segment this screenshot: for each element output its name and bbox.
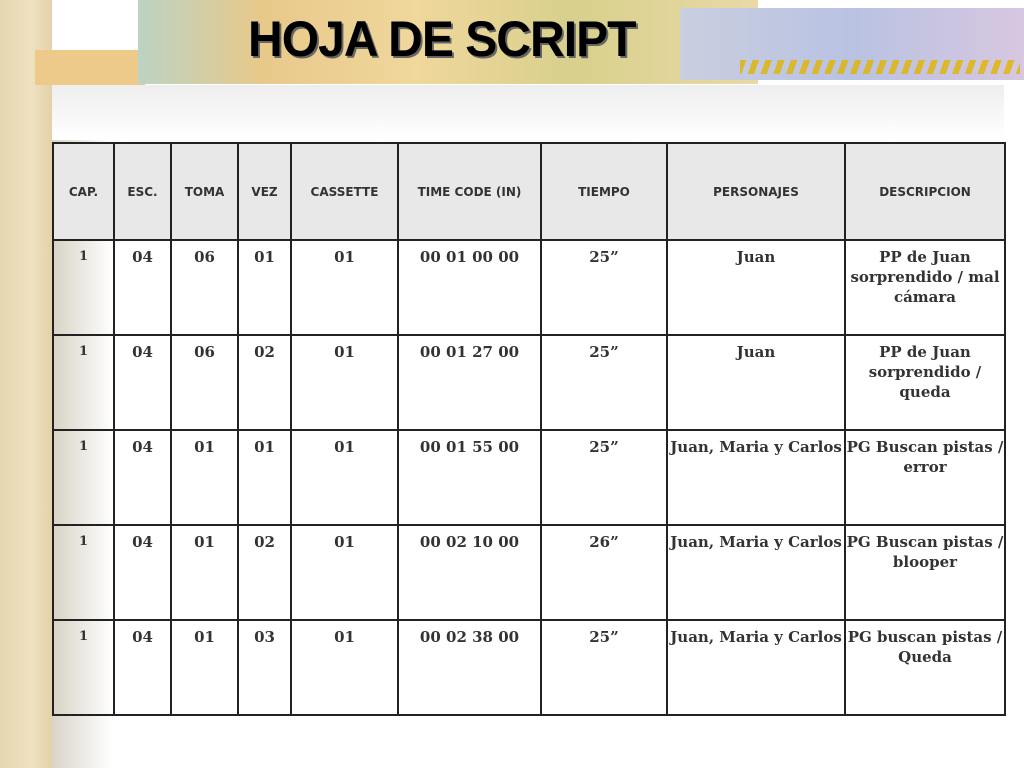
- table-cell: 01: [291, 335, 398, 430]
- table-cell: 01: [291, 525, 398, 620]
- table-cell: Juan, Maria y Carlos: [667, 525, 845, 620]
- column-header: VEZ: [238, 143, 291, 240]
- table-cell: 04: [114, 525, 171, 620]
- table-cell: 01: [291, 240, 398, 335]
- table-cell: 01: [171, 430, 238, 525]
- script-table: [52, 142, 1006, 716]
- column-header: ESC.: [114, 143, 171, 240]
- table-cell: 04: [114, 240, 171, 335]
- table-cell: Juan: [667, 240, 845, 335]
- table-cell: 01: [291, 430, 398, 525]
- table-cell: 00 01 27 00: [398, 335, 541, 430]
- table-cell: 00 02 10 00: [398, 525, 541, 620]
- table-cell: Juan, Maria y Carlos: [667, 430, 845, 525]
- table-row: [53, 525, 1005, 620]
- table-header-row: [53, 143, 1005, 240]
- decorative-shadow: [52, 85, 1004, 140]
- table-cell: 01: [171, 525, 238, 620]
- table-cell: PP de Juan sorprendido / queda: [845, 335, 1005, 430]
- table-cell: 04: [114, 335, 171, 430]
- table-cell: Juan, Maria y Carlos: [667, 620, 845, 715]
- table-row: [53, 335, 1005, 430]
- column-header: CASSETTE: [291, 143, 398, 240]
- table-cell: 25”: [541, 620, 667, 715]
- column-header: TOMA: [171, 143, 238, 240]
- column-header: DESCRIPCION: [845, 143, 1005, 240]
- table-cell: 01: [238, 430, 291, 525]
- table-row: [53, 430, 1005, 525]
- table-cell: 06: [171, 335, 238, 430]
- table-cell: PG buscan pistas / Queda: [845, 620, 1005, 715]
- table-cell: 1: [53, 335, 114, 430]
- table-cell: 02: [238, 525, 291, 620]
- table-cell: 1: [53, 525, 114, 620]
- table-cell: 04: [114, 620, 171, 715]
- table-cell: PP de Juan sorprendido / mal cámara: [845, 240, 1005, 335]
- decorative-left-strip: [0, 0, 52, 768]
- table-cell: 06: [171, 240, 238, 335]
- wheat-decoration: [740, 60, 1020, 74]
- table-cell: 01: [291, 620, 398, 715]
- table-cell: 25”: [541, 430, 667, 525]
- table-cell: 25”: [541, 335, 667, 430]
- table-cell: PG Buscan pistas / error: [845, 430, 1005, 525]
- column-header: TIEMPO: [541, 143, 667, 240]
- table-row: [53, 240, 1005, 335]
- table-cell: 25”: [541, 240, 667, 335]
- column-header: CAP.: [53, 143, 114, 240]
- table-cell: 26”: [541, 525, 667, 620]
- table-cell: Juan: [667, 335, 845, 430]
- table-cell: 1: [53, 430, 114, 525]
- table-cell: 1: [53, 620, 114, 715]
- table-cell: PG Buscan pistas / blooper: [845, 525, 1005, 620]
- column-header: TIME CODE (IN): [398, 143, 541, 240]
- table-cell: 00 01 00 00: [398, 240, 541, 335]
- table-cell: 04: [114, 430, 171, 525]
- table-cell: 00 01 55 00: [398, 430, 541, 525]
- table-cell: 00 02 38 00: [398, 620, 541, 715]
- decorative-banner: [35, 50, 145, 85]
- column-header: PERSONAJES: [667, 143, 845, 240]
- table-cell: 01: [171, 620, 238, 715]
- table-row: [53, 620, 1005, 715]
- table-cell: 1: [53, 240, 114, 335]
- table-cell: 03: [238, 620, 291, 715]
- table-cell: 01: [238, 240, 291, 335]
- table-cell: 02: [238, 335, 291, 430]
- slide-title: HOJA DE SCRIPT: [248, 11, 636, 67]
